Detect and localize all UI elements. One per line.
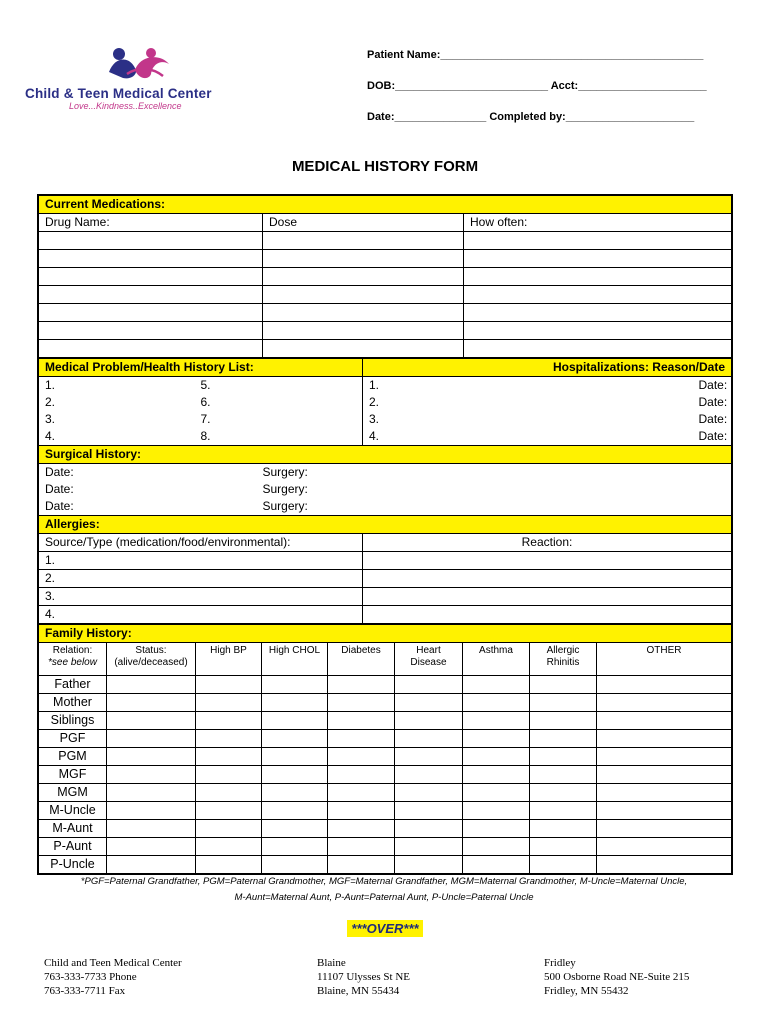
family-history-row[interactable] — [39, 676, 732, 694]
status-label: Status: — [135, 645, 167, 656]
surgery-row[interactable] — [39, 481, 732, 498]
family-history-cell[interactable] — [262, 802, 328, 820]
problem-row[interactable] — [39, 428, 732, 445]
family-history-cell[interactable] — [262, 712, 328, 730]
family-history-cell[interactable] — [597, 766, 732, 784]
family-history-cell[interactable] — [395, 766, 463, 784]
family-history-row[interactable] — [39, 748, 732, 766]
family-history-cell[interactable] — [262, 694, 328, 712]
medications-table — [38, 195, 732, 358]
family-history-cell[interactable] — [395, 748, 463, 766]
date-completed-field[interactable]: Date:_______________ Completed by:_____________________ — [367, 111, 695, 123]
family-history-cell[interactable] — [395, 820, 463, 838]
footer-blaine-name: Blaine — [317, 957, 346, 969]
surgery-row[interactable] — [39, 464, 732, 482]
relation-footnote-line1: *PGF=Paternal Grandfather, PGM=Paternal Grandmother, MGF=Maternal Grandfather, MGM=Maternal Grandmother, M-Uncle=Maternal Uncle, — [80, 876, 688, 887]
medication-row[interactable] — [39, 304, 732, 322]
family-history-cell[interactable] — [530, 784, 597, 802]
family-history-cell[interactable] — [107, 766, 196, 784]
diabetes-header: Diabetes — [328, 643, 395, 676]
family-history-cell[interactable] — [262, 784, 328, 802]
relation-label: M-Uncle — [39, 802, 107, 820]
drug-name-header: Drug Name: — [39, 214, 263, 232]
family-history-cell[interactable] — [530, 856, 597, 874]
allergy-reaction-header: Reaction: — [363, 534, 732, 552]
family-history-row[interactable] — [39, 802, 732, 820]
relation-label: P-Uncle — [39, 856, 107, 874]
footer-phone: 763-333-7733 Phone — [44, 971, 137, 983]
problem-number: 7. — [195, 411, 363, 428]
family-history-cell[interactable] — [395, 784, 463, 802]
family-history-cell[interactable] — [463, 820, 530, 838]
allergy-row[interactable] — [39, 570, 732, 588]
allergy-number: 2. — [39, 570, 363, 588]
family-history-cell[interactable] — [597, 838, 732, 856]
footer-fax: 763-333-7711 Fax — [44, 985, 126, 997]
family-history-cell[interactable] — [196, 856, 262, 874]
family-history-cell[interactable] — [597, 802, 732, 820]
family-history-cell[interactable] — [530, 820, 597, 838]
allergy-number: 1. — [39, 552, 363, 570]
high-bp-header: High BP — [196, 643, 262, 676]
family-history-cell[interactable] — [328, 802, 395, 820]
hospitalization-date: Date: — [599, 411, 732, 428]
family-history-cell[interactable] — [530, 694, 597, 712]
problem-row[interactable] — [39, 377, 732, 395]
family-history-cell[interactable] — [196, 784, 262, 802]
surgery-label: Surgery: — [257, 498, 732, 515]
family-history-cell[interactable] — [463, 802, 530, 820]
logo-figures-icon — [105, 44, 175, 84]
hospitalizations-heading: Hospitalizations: Reason/Date — [363, 359, 732, 377]
problem-number: 3. — [39, 411, 195, 428]
family-history-row[interactable] — [39, 838, 732, 856]
form-title: MEDICAL HISTORY FORM — [291, 158, 479, 175]
family-history-cell[interactable] — [395, 694, 463, 712]
family-history-cell[interactable] — [262, 820, 328, 838]
family-history-cell[interactable] — [328, 838, 395, 856]
family-history-cell[interactable] — [262, 766, 328, 784]
family-history-cell[interactable] — [530, 676, 597, 694]
relation-label: Mother — [39, 694, 107, 712]
family-history-cell[interactable] — [328, 676, 395, 694]
hospitalization-number: 3. — [363, 411, 599, 428]
family-history-row[interactable] — [39, 730, 732, 748]
family-history-cell[interactable] — [107, 730, 196, 748]
medication-row[interactable] — [39, 250, 732, 268]
family-history-cell[interactable] — [597, 694, 732, 712]
hospitalization-number: 4. — [363, 428, 599, 445]
problem-number: 8. — [195, 428, 363, 445]
medication-row[interactable] — [39, 286, 732, 304]
family-history-cell[interactable] — [395, 676, 463, 694]
allergy-number: 3. — [39, 588, 363, 606]
allergic-label: Allergic — [546, 645, 580, 656]
family-history-cell[interactable] — [530, 712, 597, 730]
problem-number: 6. — [195, 394, 363, 411]
problem-number: 1. — [39, 377, 195, 395]
hospitalization-date: Date: — [599, 428, 732, 445]
allergy-number: 4. — [39, 606, 363, 624]
relation-label: Siblings — [39, 712, 107, 730]
family-history-row[interactable] — [39, 712, 732, 730]
hospitalization-date: Date: — [599, 394, 732, 411]
problem-row[interactable] — [39, 394, 732, 411]
relation-label: P-Aunt — [39, 838, 107, 856]
relation-label: PGF — [39, 730, 107, 748]
allergy-row[interactable] — [39, 588, 732, 606]
medication-row[interactable] — [39, 268, 732, 286]
family-history-cell[interactable] — [328, 694, 395, 712]
family-history-cell[interactable] — [196, 676, 262, 694]
family-history-cell[interactable] — [463, 748, 530, 766]
family-history-cell[interactable] — [107, 856, 196, 874]
medical-history-form — [37, 194, 733, 875]
surgery-label: Surgery: — [257, 464, 732, 482]
relation-label: Father — [39, 676, 107, 694]
footer-fridley-office — [544, 956, 689, 998]
medication-row[interactable] — [39, 322, 732, 340]
family-history-row[interactable] — [39, 856, 732, 874]
allergy-row[interactable] — [39, 606, 732, 624]
family-history-cell[interactable] — [196, 712, 262, 730]
family-history-cell[interactable] — [463, 676, 530, 694]
relation-header — [39, 643, 107, 676]
family-history-heading: Family History: — [39, 625, 732, 643]
footer-main-office — [44, 956, 182, 998]
problems-heading: Medical Problem/Health History List: — [39, 359, 363, 377]
family-history-cell[interactable] — [530, 838, 597, 856]
surgery-row[interactable] — [39, 498, 732, 515]
family-history-cell[interactable] — [597, 712, 732, 730]
allergies-table — [38, 515, 732, 624]
hospitalization-number: 2. — [363, 394, 599, 411]
allergy-source-header: Source/Type (medication/food/environmental): — [39, 534, 363, 552]
footer-fridley-city: Fridley, MN 55432 — [544, 985, 629, 997]
relation-footnote-line2: M-Aunt=Maternal Aunt, P-Aunt=Paternal Aunt, P-Uncle=Paternal Uncle — [234, 892, 534, 903]
asthma-header: Asthma — [463, 643, 530, 676]
family-history-cell[interactable] — [395, 712, 463, 730]
family-history-cell[interactable] — [463, 766, 530, 784]
medications-heading: Current Medications: — [39, 196, 732, 214]
logo-title: Child & Teen Medical Center — [25, 86, 212, 101]
family-history-cell[interactable] — [107, 712, 196, 730]
family-history-cell[interactable] — [328, 748, 395, 766]
family-history-cell[interactable] — [196, 838, 262, 856]
high-chol-header: High CHOL — [262, 643, 328, 676]
over-notice — [0, 920, 770, 938]
footer-fridley-name: Fridley — [544, 957, 576, 969]
problem-number: 2. — [39, 394, 195, 411]
status-note: (alive/deceased) — [114, 657, 188, 668]
family-history-row[interactable] — [39, 694, 732, 712]
problem-row[interactable] — [39, 411, 732, 428]
family-history-cell[interactable] — [107, 676, 196, 694]
allergic-rhinitis-header — [530, 643, 597, 676]
family-history-header-row — [39, 643, 732, 676]
family-history-cell[interactable] — [530, 730, 597, 748]
family-history-cell[interactable] — [463, 784, 530, 802]
disease-label: Disease — [410, 657, 447, 668]
family-history-cell[interactable] — [463, 838, 530, 856]
surgical-heading: Surgical History: — [39, 446, 732, 464]
family-history-cell[interactable] — [196, 820, 262, 838]
surgery-date-label: Date: — [39, 481, 257, 498]
family-history-cell[interactable] — [196, 730, 262, 748]
family-history-cell[interactable] — [196, 766, 262, 784]
family-history-cell[interactable] — [463, 694, 530, 712]
family-history-cell[interactable] — [107, 748, 196, 766]
family-history-row[interactable] — [39, 784, 732, 802]
family-history-cell[interactable] — [530, 748, 597, 766]
problem-number: 4. — [39, 428, 195, 445]
footer-blaine-office — [317, 956, 410, 998]
family-history-cell[interactable] — [395, 856, 463, 874]
family-history-cell[interactable] — [328, 766, 395, 784]
family-history-cell[interactable] — [328, 856, 395, 874]
family-history-cell[interactable] — [262, 730, 328, 748]
family-history-cell[interactable] — [328, 820, 395, 838]
surgery-date-label: Date: — [39, 464, 257, 482]
family-history-cell[interactable] — [463, 856, 530, 874]
family-history-cell[interactable] — [530, 802, 597, 820]
family-history-cell[interactable] — [262, 676, 328, 694]
family-history-cell[interactable] — [463, 712, 530, 730]
family-history-cell[interactable] — [262, 838, 328, 856]
status-header — [107, 643, 196, 676]
relation-label: MGF — [39, 766, 107, 784]
dob-acct-field[interactable]: DOB:_________________________ Acct:_____________________ — [367, 80, 707, 92]
family-history-cell[interactable] — [107, 838, 196, 856]
family-history-row[interactable] — [39, 766, 732, 784]
allergies-heading: Allergies: — [39, 516, 732, 534]
footer-fridley-street: 500 Osborne Road NE-Suite 215 — [544, 971, 690, 983]
family-history-cell[interactable] — [597, 820, 732, 838]
problem-number: 5. — [195, 377, 363, 395]
heart-disease-header — [395, 643, 463, 676]
family-history-cell[interactable] — [328, 784, 395, 802]
relation-label: MGM — [39, 784, 107, 802]
family-history-cell[interactable] — [262, 748, 328, 766]
how-often-header: How often: — [464, 214, 732, 232]
surgery-date-label: Date: — [39, 498, 257, 515]
clinic-logo — [25, 44, 265, 114]
surgery-label: Surgery: — [257, 481, 732, 498]
family-history-cell[interactable] — [597, 856, 732, 874]
family-history-cell[interactable] — [463, 730, 530, 748]
relation-label: Relation: — [52, 645, 93, 656]
family-history-cell[interactable] — [196, 802, 262, 820]
footer-blaine-street: 11107 Ulysses St NE — [317, 971, 410, 983]
allergy-row[interactable] — [39, 552, 732, 570]
other-header: OTHER — [597, 643, 732, 676]
relation-note: *see below — [48, 657, 97, 668]
problems-table — [38, 358, 732, 445]
surgical-table — [38, 445, 732, 515]
family-history-cell[interactable] — [597, 730, 732, 748]
family-history-cell[interactable] — [597, 748, 732, 766]
relation-label: PGM — [39, 748, 107, 766]
family-history-cell[interactable] — [328, 730, 395, 748]
heart-label: Heart — [416, 645, 441, 656]
family-history-cell[interactable] — [107, 820, 196, 838]
family-history-cell[interactable] — [196, 694, 262, 712]
family-history-cell[interactable] — [107, 694, 196, 712]
family-history-cell[interactable] — [107, 802, 196, 820]
family-history-cell[interactable] — [597, 784, 732, 802]
footer-blaine-city: Blaine, MN 55434 — [317, 985, 400, 997]
family-history-row[interactable] — [39, 820, 732, 838]
logo-tagline: Love...Kindness..Excellence — [69, 101, 182, 111]
hospitalization-date: Date: — [599, 377, 732, 395]
family-history-table — [38, 624, 732, 874]
relation-label: M-Aunt — [39, 820, 107, 838]
family-history-cell[interactable] — [395, 802, 463, 820]
dose-header: Dose — [263, 214, 464, 232]
family-history-cell[interactable] — [196, 748, 262, 766]
footer-clinic-name: Child and Teen Medical Center — [44, 957, 182, 969]
family-history-cell[interactable] — [395, 730, 463, 748]
family-history-cell[interactable] — [597, 676, 732, 694]
over-label: ***OVER*** — [347, 920, 422, 937]
family-history-cell[interactable] — [262, 856, 328, 874]
family-history-cell[interactable] — [395, 838, 463, 856]
patient-name-field[interactable]: Patient Name:___________________________________________ — [367, 49, 704, 61]
medication-row[interactable] — [39, 232, 732, 250]
medication-row[interactable] — [39, 340, 732, 358]
family-history-cell[interactable] — [328, 712, 395, 730]
family-history-cell[interactable] — [530, 766, 597, 784]
hospitalization-number: 1. — [363, 377, 599, 395]
rhinitis-label: Rhinitis — [546, 657, 580, 668]
family-history-cell[interactable] — [107, 784, 196, 802]
